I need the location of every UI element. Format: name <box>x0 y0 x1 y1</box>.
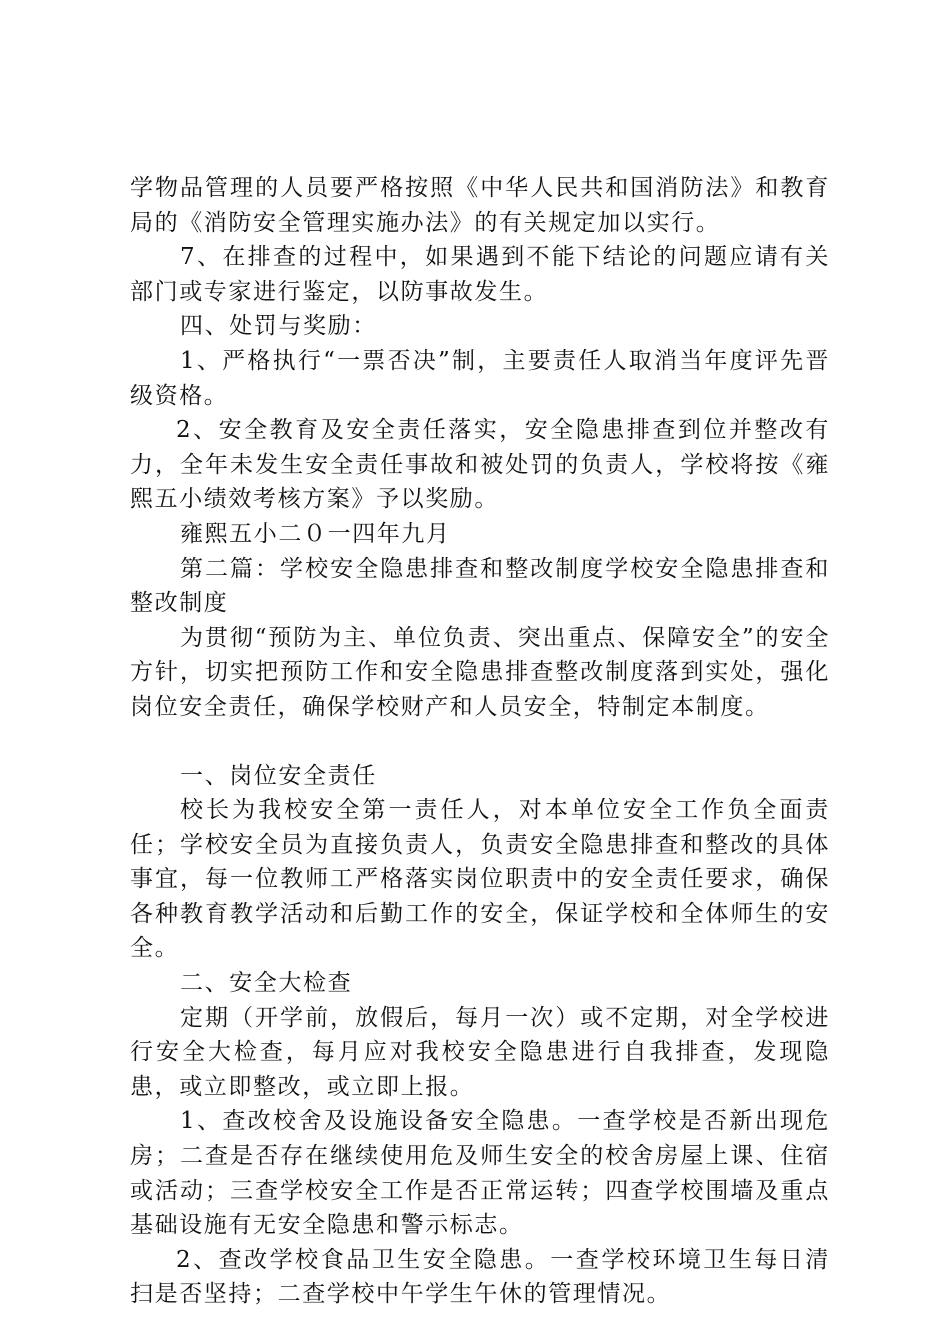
paragraph-item-7: 7、在排查的过程中，如果遇到不能下结论的问题应请有关部门或专家进行鉴定，以防事故发生。 <box>130 244 830 305</box>
paragraph-reward-2: 2、安全教育及安全责任落实，安全隐患排查到位并整改有力，全年未发生安全责任事故和被处罚的负责人，学校将按《雍熙五小绩效考核方案》予以奖励。 <box>130 417 830 513</box>
section-heading-penalty-reward: 四、处罚与奖励： <box>180 313 377 340</box>
section-heading-post-responsibility: 一、岗位安全责任 <box>180 762 377 789</box>
paragraph-gap <box>130 725 830 759</box>
document-body <box>130 171 830 1312</box>
signature-date: 雍熙五小二０一四年九月 <box>180 520 451 547</box>
paragraph-penalty-1: 1、严格执行“一票否决”制，主要责任人取消当年度评先晋级资格。 <box>130 347 830 409</box>
paragraph-check-buildings: 1、查改校舍及设施设备安全隐患。一查学校是否新出现危房；二查是否存在继续使用危及师生安全的校舍房屋上课、住宿或活动；三查学校安全工作是否正常运转；四查学校围墙及重点基础设施有无安全隐患和警示标志。 <box>130 1108 830 1239</box>
chapter-heading-part-two: 第二篇：学校安全隐患排查和整改制度学校安全隐患排查和整改制度 <box>130 555 830 617</box>
paragraph-principal-responsibility: 校长为我校安全第一责任人，对本单位安全工作负全面责任；学校安全员为直接负责人，负责安全隐患排查和整改的具体事宜，每一位教师工严格落实岗位职责中的安全责任要求，确保各种教育教学活动和后勤工作的安全，保证学校和全体师生的安全。 <box>130 797 830 962</box>
paragraph-check-food-hygiene: 2、查改学校食品卫生安全隐患。一查学校环境卫生每日清扫是否坚持；二查学校中午学生午休的管理情况。 <box>130 1246 830 1308</box>
paragraph-intro: 为贯彻“预防为主、单位负责、突出重点、保障安全”的安全方针，切实把预防工作和安全隐患排查整改制度落到实处，强化岗位安全责任，确保学校财产和人员安全，特制定本制度。 <box>130 624 830 720</box>
section-heading-safety-inspection: 二、安全大检查 <box>180 970 353 997</box>
paragraph-fire-regulations: 学物品管理的人员要严格按照《中华人民共和国消防法》和教育局的《消防安全管理实施办法》的有关规定加以实行。 <box>130 175 830 236</box>
paragraph-inspection-schedule: 定期（开学前，放假后，每月一次）或不定期，对全学校进行安全大检查，每月应对我校安全隐患进行自我排查，发现隐患，或立即整改，或立即上报。 <box>130 1004 830 1100</box>
